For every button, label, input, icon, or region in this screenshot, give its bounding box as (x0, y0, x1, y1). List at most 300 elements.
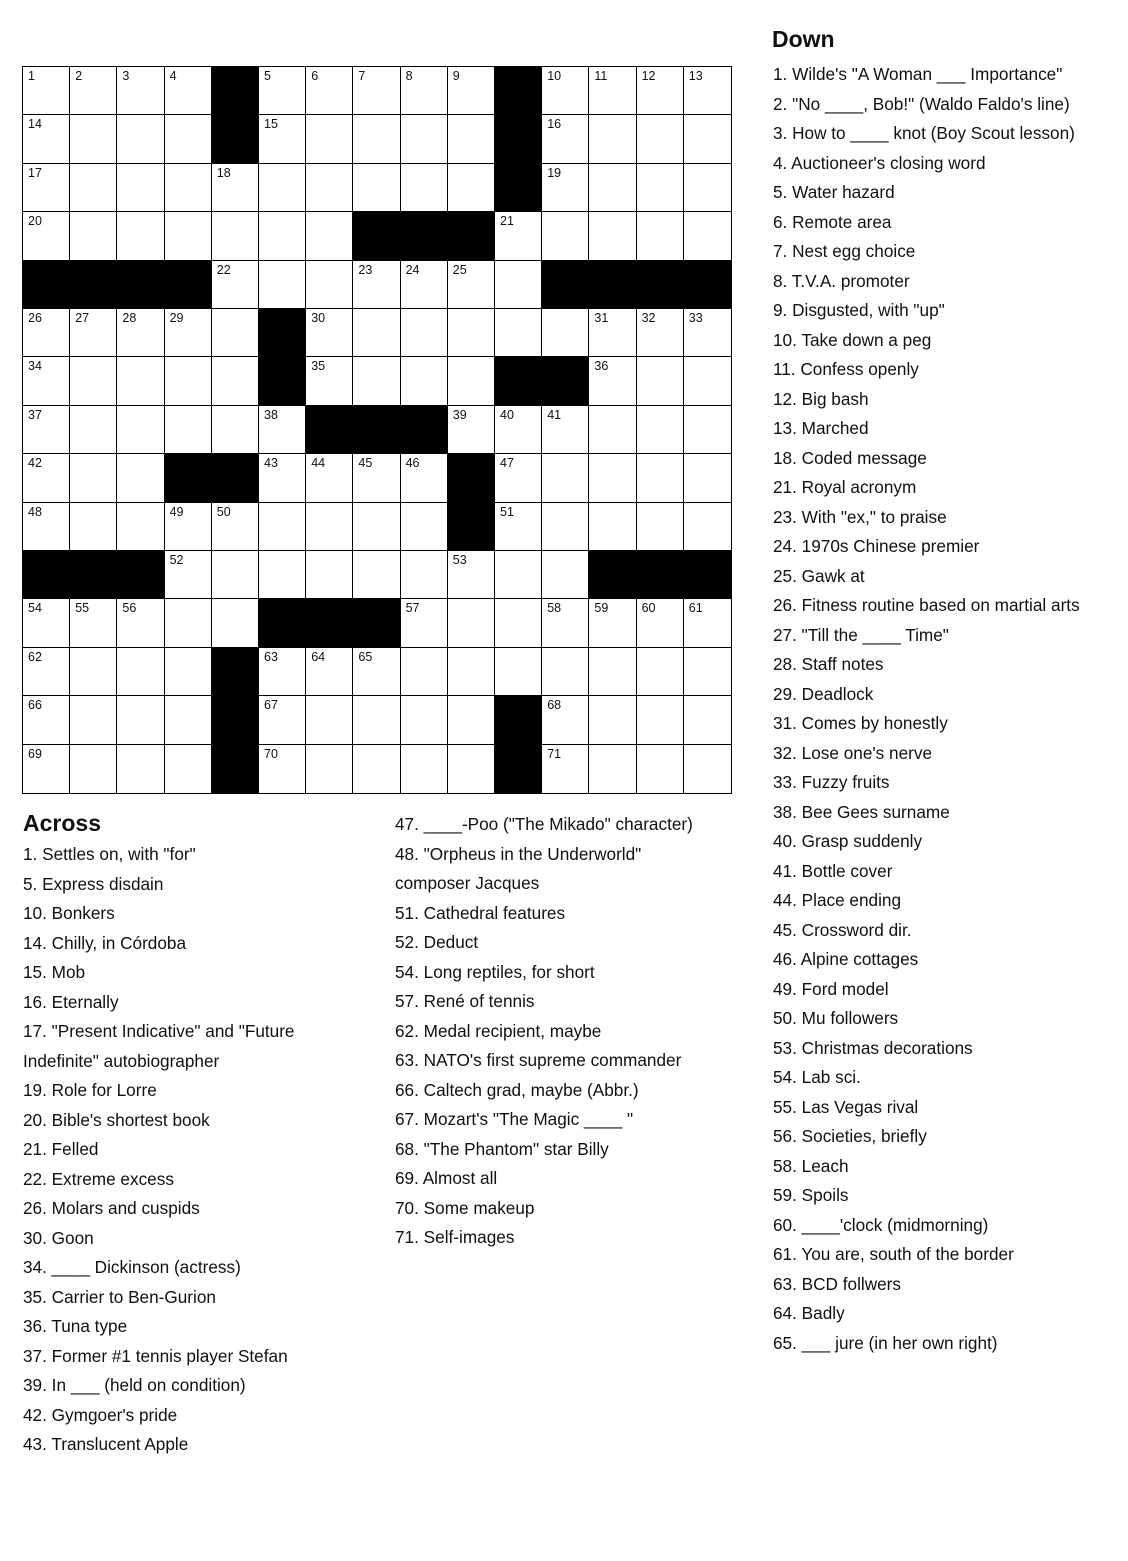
clue-item: 25. Gawk at (773, 565, 865, 586)
grid-cell[interactable] (259, 67, 306, 115)
grid-cell[interactable] (353, 696, 400, 744)
grid-cell[interactable] (23, 67, 70, 115)
grid-cell[interactable] (212, 309, 259, 357)
clue-item: 20. Bible's shortest book (23, 1109, 210, 1130)
grid-block (495, 696, 542, 744)
grid-cell[interactable] (448, 745, 495, 793)
clue-item: 10. Bonkers (23, 903, 115, 923)
cell-number: 66 (28, 698, 42, 713)
grid-cell[interactable] (448, 406, 495, 454)
clue-item: 69. Almost all (395, 1168, 498, 1188)
grid-cell[interactable] (448, 261, 495, 309)
clue-item: 6. Remote area (773, 211, 892, 232)
clue-item: 9. Disgusted, with "up" (773, 300, 945, 320)
grid-cell[interactable] (637, 164, 684, 212)
grid-cell[interactable] (165, 115, 212, 163)
grid-cell[interactable] (542, 212, 589, 260)
clue-item: 64. Badly (773, 1303, 845, 1323)
grid-cell[interactable] (165, 212, 212, 260)
clue-item: 71. Self-images (395, 1227, 515, 1247)
grid-cell[interactable] (353, 551, 400, 599)
grid-cell[interactable] (23, 696, 70, 744)
clue-item: 61. You are, south of the border (773, 1244, 1014, 1264)
grid-cell[interactable] (259, 261, 306, 309)
cell-number: 70 (264, 746, 278, 761)
grid-cell[interactable] (589, 212, 636, 260)
clue-item: 46. Alpine cottages (773, 949, 919, 969)
cell-number: 17 (28, 165, 42, 180)
clue-item: 68. "The Phantom" star Billy (395, 1138, 609, 1159)
cell-number: 30 (311, 311, 326, 325)
grid-cell[interactable] (589, 115, 636, 163)
grid-cell[interactable] (637, 454, 684, 502)
down-clue-list (773, 60, 1080, 1358)
grid-cell[interactable] (70, 212, 117, 260)
grid-cell[interactable] (306, 115, 353, 163)
grid-cell[interactable] (401, 648, 448, 696)
cell-number: 8 (405, 69, 413, 83)
grid-cell[interactable] (70, 599, 117, 647)
clue-item: 8. T.V.A. promoter (773, 270, 910, 291)
grid-cell[interactable] (542, 551, 589, 599)
crossword-grid (22, 66, 732, 794)
grid-cell[interactable] (542, 406, 589, 454)
grid-cell[interactable] (212, 261, 259, 309)
grid-cell[interactable] (401, 261, 448, 309)
grid-block (212, 696, 259, 744)
cell-number: 40 (500, 407, 514, 422)
grid-cell[interactable] (542, 309, 589, 357)
grid-cell[interactable] (306, 648, 353, 696)
grid-cell[interactable] (353, 503, 400, 551)
grid-cell[interactable] (117, 745, 164, 793)
grid-cell[interactable] (684, 67, 731, 115)
grid-cell[interactable] (259, 454, 306, 502)
clue-item: 2. "No ____, Bob!" (Waldo Faldo's line) (773, 93, 1070, 114)
grid-cell[interactable] (117, 164, 164, 212)
grid-block (495, 745, 542, 793)
grid-cell[interactable] (259, 212, 306, 260)
grid-cell[interactable] (165, 503, 212, 551)
grid-cell[interactable] (70, 454, 117, 502)
grid-cell[interactable] (495, 261, 542, 309)
grid-cell[interactable] (306, 551, 353, 599)
cell-number: 32 (641, 311, 656, 325)
clue-item: 38. Bee Gees surname (773, 801, 950, 822)
grid-cell[interactable] (448, 648, 495, 696)
grid-cell[interactable] (495, 309, 542, 357)
grid-cell[interactable] (212, 164, 259, 212)
grid-cell[interactable] (401, 745, 448, 793)
grid-cell[interactable] (117, 309, 164, 357)
grid-block (259, 599, 306, 647)
grid-cell[interactable] (306, 357, 353, 405)
grid-cell[interactable] (448, 696, 495, 744)
clue-item: 62. Medal recipient, maybe (395, 1020, 602, 1041)
grid-cell[interactable] (165, 67, 212, 115)
grid-cell[interactable] (684, 745, 731, 793)
grid-cell[interactable] (259, 696, 306, 744)
grid-cell[interactable] (70, 115, 117, 163)
clue-item: 44. Place ending (773, 890, 902, 910)
cell-number: 68 (547, 698, 562, 713)
grid-cell[interactable] (495, 551, 542, 599)
grid-cell[interactable] (542, 454, 589, 502)
grid-cell[interactable] (353, 115, 400, 163)
grid-cell[interactable] (353, 67, 400, 115)
grid-cell[interactable] (23, 212, 70, 260)
grid-cell[interactable] (117, 599, 164, 647)
grid-cell[interactable] (117, 406, 164, 454)
grid-block (165, 261, 212, 309)
cell-number: 9 (452, 69, 460, 83)
grid-cell[interactable] (637, 357, 684, 405)
grid-cell[interactable] (589, 164, 636, 212)
grid-block (637, 551, 684, 599)
clue-item: 40. Grasp suddenly (773, 831, 923, 851)
grid-cell[interactable] (401, 164, 448, 212)
clue-item: 54. Long reptiles, for short (395, 961, 595, 982)
grid-cell[interactable] (70, 648, 117, 696)
cell-number: 48 (28, 504, 42, 519)
grid-cell[interactable] (637, 115, 684, 163)
grid-cell[interactable] (23, 309, 70, 357)
grid-cell[interactable] (212, 599, 259, 647)
grid-block (448, 503, 495, 551)
grid-cell[interactable] (23, 745, 70, 793)
grid-cell[interactable] (542, 696, 589, 744)
clue-item: 56. Societies, briefly (773, 1126, 927, 1146)
grid-cell[interactable] (353, 745, 400, 793)
grid-cell[interactable] (589, 599, 636, 647)
grid-cell[interactable] (589, 406, 636, 454)
grid-cell[interactable] (401, 357, 448, 405)
cell-number: 16 (547, 117, 562, 132)
grid-cell[interactable] (401, 454, 448, 502)
grid-cell[interactable] (259, 551, 306, 599)
cell-number: 42 (28, 456, 42, 471)
grid-cell[interactable] (165, 745, 212, 793)
grid-cell[interactable] (23, 357, 70, 405)
grid-cell[interactable] (70, 164, 117, 212)
clue-item: 7. Nest egg choice (773, 241, 916, 261)
grid-cell[interactable] (637, 67, 684, 115)
grid-block (542, 357, 589, 405)
grid-cell[interactable] (637, 599, 684, 647)
grid-block (495, 115, 542, 163)
clue-item: 15. Mob (23, 962, 86, 982)
grid-cell[interactable] (637, 745, 684, 793)
grid-block (589, 261, 636, 309)
grid-cell[interactable] (401, 503, 448, 551)
grid-cell[interactable] (684, 357, 731, 405)
grid-cell[interactable] (637, 648, 684, 696)
grid-cell[interactable] (589, 745, 636, 793)
cell-number: 58 (547, 601, 562, 616)
cell-number: 57 (405, 601, 420, 616)
grid-cell[interactable] (117, 115, 164, 163)
grid-cell[interactable] (684, 696, 731, 744)
grid-cell[interactable] (212, 357, 259, 405)
grid-cell[interactable] (306, 309, 353, 357)
clue-item: 41. Bottle cover (773, 860, 893, 881)
grid-cell[interactable] (448, 115, 495, 163)
clue-item: 43. Translucent Apple (23, 1434, 189, 1454)
grid-cell[interactable] (448, 357, 495, 405)
grid-cell[interactable] (589, 309, 636, 357)
clue-item: 65. ___ jure (in her own right) (773, 1332, 998, 1353)
grid-cell[interactable] (165, 357, 212, 405)
clue-item: 35. Carrier to Ben-Gurion (23, 1286, 216, 1307)
clue-item: 4. Auctioneer's closing word (773, 152, 986, 173)
grid-cell[interactable] (306, 503, 353, 551)
grid-cell[interactable] (306, 261, 353, 309)
grid-cell[interactable] (353, 454, 400, 502)
clue-item: 5. Water hazard (773, 182, 895, 202)
grid-cell[interactable] (637, 309, 684, 357)
clue-item: 49. Ford model (773, 978, 889, 999)
clue-item: 55. Las Vegas rival (773, 1096, 919, 1117)
grid-cell[interactable] (165, 696, 212, 744)
clue-item: 10. Take down a peg (773, 329, 932, 350)
cell-number: 24 (405, 262, 420, 277)
grid-cell[interactable] (23, 503, 70, 551)
clue-item: 33. Fuzzy fruits (773, 772, 890, 792)
grid-cell[interactable] (259, 406, 306, 454)
grid-cell[interactable] (117, 67, 164, 115)
clue-item: 57. René of tennis (395, 991, 535, 1011)
grid-cell[interactable] (401, 599, 448, 647)
grid-cell[interactable] (117, 696, 164, 744)
cell-number: 59 (594, 601, 609, 616)
grid-cell[interactable] (117, 357, 164, 405)
grid-cell[interactable] (259, 745, 306, 793)
grid-block (306, 406, 353, 454)
grid-cell[interactable] (448, 67, 495, 115)
grid-block (212, 67, 259, 115)
grid-cell[interactable] (637, 696, 684, 744)
cell-number: 33 (688, 311, 703, 325)
grid-cell[interactable] (259, 115, 306, 163)
grid-cell[interactable] (165, 309, 212, 357)
grid-cell[interactable] (542, 503, 589, 551)
grid-block (495, 357, 542, 405)
grid-cell[interactable] (401, 696, 448, 744)
grid-cell[interactable] (637, 406, 684, 454)
grid-cell[interactable] (495, 212, 542, 260)
grid-cell[interactable] (401, 309, 448, 357)
grid-block (353, 599, 400, 647)
grid-cell[interactable] (353, 309, 400, 357)
grid-cell[interactable] (684, 454, 731, 502)
cell-number: 35 (311, 359, 326, 374)
grid-cell[interactable] (542, 599, 589, 647)
grid-block (70, 261, 117, 309)
clue-item: 59. Spoils (773, 1185, 849, 1205)
grid-cell[interactable] (117, 212, 164, 260)
grid-cell[interactable] (542, 164, 589, 212)
clue-item: 19. Role for Lorre (23, 1080, 157, 1100)
grid-cell[interactable] (259, 648, 306, 696)
grid-cell[interactable] (401, 115, 448, 163)
grid-block (259, 309, 306, 357)
cell-number: 69 (28, 746, 42, 761)
grid-cell[interactable] (542, 745, 589, 793)
grid-cell[interactable] (212, 503, 259, 551)
grid-cell[interactable] (212, 406, 259, 454)
grid-cell[interactable] (23, 406, 70, 454)
cell-number: 45 (358, 456, 373, 471)
grid-cell[interactable] (448, 164, 495, 212)
grid-cell[interactable] (70, 67, 117, 115)
grid-cell[interactable] (306, 164, 353, 212)
cell-number: 5 (264, 69, 271, 83)
grid-cell[interactable] (306, 745, 353, 793)
grid-cell[interactable] (23, 599, 70, 647)
grid-block (70, 551, 117, 599)
grid-cell[interactable] (23, 115, 70, 163)
grid-cell[interactable] (495, 599, 542, 647)
grid-cell[interactable] (589, 357, 636, 405)
clue-item: 39. In ___ (held on condition) (23, 1375, 246, 1395)
grid-cell[interactable] (353, 648, 400, 696)
grid-cell[interactable] (495, 503, 542, 551)
clue-item: 54. Lab sci. (773, 1067, 861, 1087)
grid-cell[interactable] (589, 503, 636, 551)
grid-cell[interactable] (401, 67, 448, 115)
grid-cell[interactable] (589, 696, 636, 744)
cell-number: 38 (264, 407, 278, 422)
clue-item: 18. Coded message (773, 447, 927, 468)
clue-item: 1. Wilde's "A Woman ___ Importance" (773, 64, 1063, 84)
grid-cell[interactable] (212, 212, 259, 260)
grid-cell[interactable] (117, 648, 164, 696)
grid-cell[interactable] (212, 551, 259, 599)
grid-cell[interactable] (117, 454, 164, 502)
grid-cell[interactable] (637, 212, 684, 260)
grid-cell[interactable] (401, 551, 448, 599)
cell-number: 22 (216, 262, 231, 277)
cell-number: 53 (452, 553, 467, 567)
cell-number: 36 (594, 359, 609, 374)
grid-cell[interactable] (542, 648, 589, 696)
grid-cell[interactable] (70, 309, 117, 357)
grid-cell[interactable] (70, 357, 117, 405)
grid-block (117, 261, 164, 309)
clue-item: 50. Mu followers (773, 1008, 899, 1028)
cell-number: 67 (264, 698, 278, 713)
grid-cell[interactable] (684, 164, 731, 212)
grid-cell[interactable] (495, 454, 542, 502)
cell-number: 52 (169, 553, 184, 567)
clue-item: 24. 1970s Chinese premier (773, 536, 980, 556)
grid-block (165, 454, 212, 502)
cell-number: 31 (594, 311, 609, 325)
grid-cell[interactable] (684, 503, 731, 551)
clue-item: 26. Fitness routine based on martial arts (773, 595, 1080, 615)
cell-number: 47 (500, 456, 514, 471)
clue-item: 17. "Present Indicative" and "Future (23, 1021, 295, 1041)
grid-cell[interactable] (70, 406, 117, 454)
clue-item: 26. Molars and cuspids (23, 1198, 200, 1218)
cell-number: 50 (216, 504, 231, 519)
grid-cell[interactable] (165, 648, 212, 696)
grid-cell[interactable] (684, 115, 731, 163)
grid-cell[interactable] (165, 599, 212, 647)
grid-cell[interactable] (495, 406, 542, 454)
grid-cell[interactable] (495, 648, 542, 696)
grid-cell[interactable] (353, 261, 400, 309)
grid-cell[interactable] (306, 696, 353, 744)
grid-cell[interactable] (259, 503, 306, 551)
grid-block (401, 212, 448, 260)
cell-number: 18 (216, 165, 231, 180)
grid-cell[interactable] (448, 551, 495, 599)
cell-number: 39 (452, 407, 467, 422)
cell-number: 2 (75, 69, 83, 83)
clue-item: 5. Express disdain (23, 873, 164, 894)
grid-cell[interactable] (637, 503, 684, 551)
across-clue-list-2 (395, 810, 693, 1253)
grid-cell[interactable] (589, 648, 636, 696)
grid-cell[interactable] (448, 599, 495, 647)
down-heading: Down (772, 26, 835, 52)
grid-cell[interactable] (589, 454, 636, 502)
grid-cell[interactable] (684, 406, 731, 454)
grid-cell[interactable] (684, 309, 731, 357)
grid-cell[interactable] (70, 503, 117, 551)
grid-block (259, 357, 306, 405)
cell-number: 19 (547, 165, 562, 180)
grid-cell[interactable] (542, 115, 589, 163)
grid-cell[interactable] (23, 454, 70, 502)
cell-number: 29 (169, 311, 184, 325)
grid-cell[interactable] (259, 164, 306, 212)
grid-cell[interactable] (542, 67, 589, 115)
across-heading: Across (23, 810, 101, 836)
grid-cell[interactable] (23, 648, 70, 696)
grid-cell[interactable] (306, 67, 353, 115)
grid-cell[interactable] (306, 212, 353, 260)
cell-number: 51 (500, 504, 514, 519)
clue-item: 47. ____-Poo ("The Mikado" character) (395, 814, 693, 834)
cell-number: 12 (641, 69, 656, 83)
grid-cell[interactable] (353, 357, 400, 405)
grid-cell[interactable] (165, 406, 212, 454)
grid-cell[interactable] (448, 309, 495, 357)
cell-number: 13 (688, 69, 703, 83)
grid-cell[interactable] (70, 745, 117, 793)
grid-cell[interactable] (70, 696, 117, 744)
cell-number: 44 (311, 456, 326, 471)
clue-item: Indefinite" autobiographer (23, 1050, 220, 1071)
grid-cell[interactable] (165, 164, 212, 212)
grid-cell[interactable] (589, 67, 636, 115)
grid-block (448, 454, 495, 502)
grid-cell[interactable] (117, 503, 164, 551)
grid-cell[interactable] (684, 212, 731, 260)
cell-number: 61 (688, 601, 703, 616)
cell-number: 14 (28, 117, 42, 132)
grid-cell[interactable] (23, 164, 70, 212)
grid-cell[interactable] (165, 551, 212, 599)
grid-cell[interactable] (306, 454, 353, 502)
cell-number: 6 (311, 69, 319, 83)
cell-number: 55 (75, 601, 90, 616)
grid-cell[interactable] (684, 599, 731, 647)
grid-cell[interactable] (353, 164, 400, 212)
grid-cell[interactable] (684, 648, 731, 696)
